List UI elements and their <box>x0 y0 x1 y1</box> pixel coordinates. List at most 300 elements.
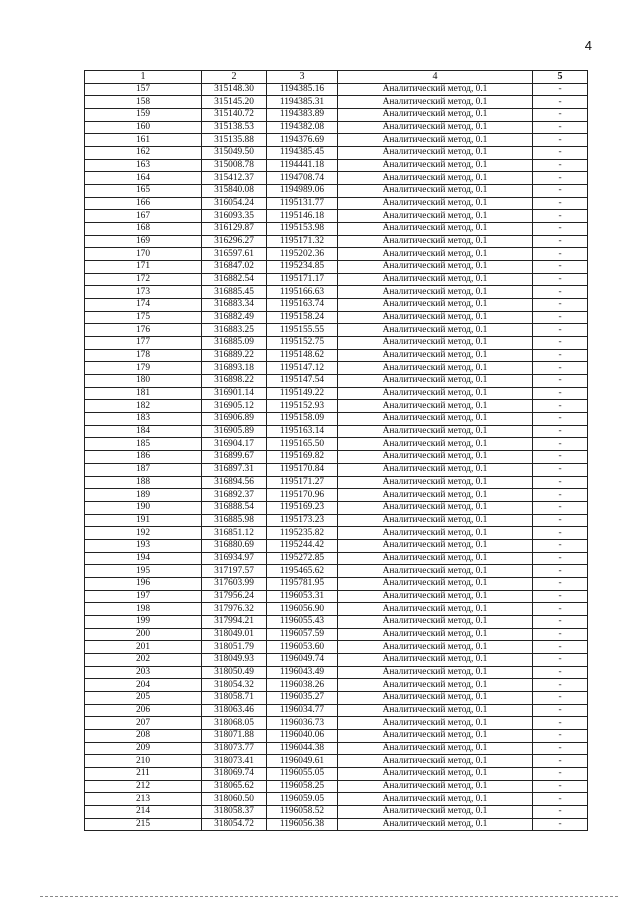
cell-point-number: 172 <box>85 273 202 286</box>
cell-point-number: 188 <box>85 476 202 489</box>
cell-method-accuracy: Аналитический метод, 0.1 <box>338 666 533 679</box>
cell-x-coordinate: 316906.89 <box>202 413 267 426</box>
cell-x-coordinate: 317603.99 <box>202 577 267 590</box>
cell-x-coordinate: 316894.56 <box>202 476 267 489</box>
cell-y-coordinate: 1195465.62 <box>267 565 338 578</box>
table-row <box>85 197 588 210</box>
cell-y-coordinate: 1195155.55 <box>267 324 338 337</box>
cell-note: - <box>533 641 588 654</box>
cell-y-coordinate: 1196055.05 <box>267 767 338 780</box>
cell-point-number: 185 <box>85 438 202 451</box>
cell-method-accuracy: Аналитический метод, 0.1 <box>338 590 533 603</box>
table-row <box>85 248 588 261</box>
cell-x-coordinate: 316885.45 <box>202 286 267 299</box>
cell-point-number: 180 <box>85 375 202 388</box>
table-row <box>85 286 588 299</box>
page-number: 4 <box>584 38 592 53</box>
cell-y-coordinate: 1196044.38 <box>267 742 338 755</box>
cell-method-accuracy: Аналитический метод, 0.1 <box>338 577 533 590</box>
cell-note: - <box>533 83 588 96</box>
cell-x-coordinate: 316883.25 <box>202 324 267 337</box>
cell-method-accuracy: Аналитический метод, 0.1 <box>338 324 533 337</box>
cell-note: - <box>533 147 588 160</box>
cell-y-coordinate: 1195171.17 <box>267 273 338 286</box>
table-row <box>85 273 588 286</box>
cell-note: - <box>533 261 588 274</box>
cell-point-number: 159 <box>85 109 202 122</box>
cell-y-coordinate: 1196040.06 <box>267 729 338 742</box>
cell-x-coordinate: 315049.50 <box>202 147 267 160</box>
cell-note: - <box>533 235 588 248</box>
cell-note: - <box>533 375 588 388</box>
table-row <box>85 349 588 362</box>
cell-note: - <box>533 438 588 451</box>
cell-method-accuracy: Аналитический метод, 0.1 <box>338 653 533 666</box>
cell-method-accuracy: Аналитический метод, 0.1 <box>338 197 533 210</box>
cell-method-accuracy: Аналитический метод, 0.1 <box>338 387 533 400</box>
cell-y-coordinate: 1194385.45 <box>267 147 338 160</box>
cell-y-coordinate: 1194385.31 <box>267 96 338 109</box>
cell-method-accuracy: Аналитический метод, 0.1 <box>338 691 533 704</box>
cell-note: - <box>533 362 588 375</box>
cell-x-coordinate: 316883.34 <box>202 299 267 312</box>
cell-x-coordinate: 316897.31 <box>202 463 267 476</box>
cell-note: - <box>533 172 588 185</box>
table-row <box>85 210 588 223</box>
cell-y-coordinate: 1194383.89 <box>267 109 338 122</box>
table-row <box>85 489 588 502</box>
table-row <box>85 793 588 806</box>
cell-point-number: 202 <box>85 653 202 666</box>
table-row <box>85 451 588 464</box>
cell-method-accuracy: Аналитический метод, 0.1 <box>338 780 533 793</box>
cell-note: - <box>533 324 588 337</box>
cell-x-coordinate: 316904.17 <box>202 438 267 451</box>
cell-note: - <box>533 717 588 730</box>
cell-point-number: 211 <box>85 767 202 780</box>
cell-method-accuracy: Аналитический метод, 0.1 <box>338 337 533 350</box>
table-row <box>85 565 588 578</box>
cell-y-coordinate: 1196035.27 <box>267 691 338 704</box>
cell-y-coordinate: 1195131.77 <box>267 197 338 210</box>
cell-note: - <box>533 742 588 755</box>
cell-x-coordinate: 318071.88 <box>202 729 267 742</box>
cell-y-coordinate: 1196056.90 <box>267 603 338 616</box>
cell-note: - <box>533 337 588 350</box>
table-row <box>85 704 588 717</box>
cell-x-coordinate: 318049.01 <box>202 628 267 641</box>
cell-x-coordinate: 318049.93 <box>202 653 267 666</box>
cell-note: - <box>533 197 588 210</box>
table-row <box>85 375 588 388</box>
cell-note: - <box>533 463 588 476</box>
coordinates-table <box>84 70 588 831</box>
cell-y-coordinate: 1196049.61 <box>267 755 338 768</box>
cell-point-number: 158 <box>85 96 202 109</box>
cell-note: - <box>533 514 588 527</box>
cell-point-number: 212 <box>85 780 202 793</box>
cell-point-number: 206 <box>85 704 202 717</box>
cell-point-number: 178 <box>85 349 202 362</box>
cell-method-accuracy: Аналитический метод, 0.1 <box>338 729 533 742</box>
header-col-1: 1 <box>85 71 202 84</box>
cell-x-coordinate: 316851.12 <box>202 527 267 540</box>
table-row <box>85 235 588 248</box>
cell-method-accuracy: Аналитический метод, 0.1 <box>338 489 533 502</box>
cell-y-coordinate: 1196058.25 <box>267 780 338 793</box>
cell-x-coordinate: 317197.57 <box>202 565 267 578</box>
cell-y-coordinate: 1195163.14 <box>267 425 338 438</box>
cell-point-number: 181 <box>85 387 202 400</box>
cell-note: - <box>533 628 588 641</box>
cell-note: - <box>533 286 588 299</box>
cell-x-coordinate: 316882.49 <box>202 311 267 324</box>
cell-note: - <box>533 425 588 438</box>
cell-note: - <box>533 755 588 768</box>
cell-y-coordinate: 1195244.42 <box>267 539 338 552</box>
table-row <box>85 387 588 400</box>
header-col-5: 5 <box>533 71 588 84</box>
cell-point-number: 170 <box>85 248 202 261</box>
cell-point-number: 164 <box>85 172 202 185</box>
cell-x-coordinate: 317976.32 <box>202 603 267 616</box>
cell-method-accuracy: Аналитический метод, 0.1 <box>338 805 533 818</box>
cell-method-accuracy: Аналитический метод, 0.1 <box>338 235 533 248</box>
cell-y-coordinate: 1195173.23 <box>267 514 338 527</box>
cell-method-accuracy: Аналитический метод, 0.1 <box>338 147 533 160</box>
cell-point-number: 177 <box>85 337 202 350</box>
cell-method-accuracy: Аналитический метод, 0.1 <box>338 134 533 147</box>
table-row <box>85 476 588 489</box>
table-row <box>85 577 588 590</box>
table-row <box>85 299 588 312</box>
cell-note: - <box>533 603 588 616</box>
cell-x-coordinate: 316054.24 <box>202 197 267 210</box>
cell-x-coordinate: 316905.12 <box>202 400 267 413</box>
table-row <box>85 501 588 514</box>
cell-method-accuracy: Аналитический метод, 0.1 <box>338 539 533 552</box>
cell-y-coordinate: 1196034.77 <box>267 704 338 717</box>
cell-note: - <box>533 413 588 426</box>
cell-point-number: 175 <box>85 311 202 324</box>
cell-method-accuracy: Аналитический метод, 0.1 <box>338 641 533 654</box>
cell-method-accuracy: Аналитический метод, 0.1 <box>338 603 533 616</box>
cell-y-coordinate: 1195202.36 <box>267 248 338 261</box>
cell-y-coordinate: 1194376.69 <box>267 134 338 147</box>
table-row <box>85 742 588 755</box>
cell-x-coordinate: 316597.61 <box>202 248 267 261</box>
cell-method-accuracy: Аналитический метод, 0.1 <box>338 362 533 375</box>
table-row <box>85 653 588 666</box>
cell-x-coordinate: 318051.79 <box>202 641 267 654</box>
cell-method-accuracy: Аналитический метод, 0.1 <box>338 818 533 831</box>
cell-x-coordinate: 315412.37 <box>202 172 267 185</box>
header-col-4: 4 <box>338 71 533 84</box>
cell-method-accuracy: Аналитический метод, 0.1 <box>338 463 533 476</box>
cell-note: - <box>533 818 588 831</box>
cell-x-coordinate: 318068.05 <box>202 717 267 730</box>
cell-x-coordinate: 316885.09 <box>202 337 267 350</box>
cell-note: - <box>533 552 588 565</box>
cell-method-accuracy: Аналитический метод, 0.1 <box>338 223 533 236</box>
cell-x-coordinate: 318054.72 <box>202 818 267 831</box>
cell-note: - <box>533 223 588 236</box>
table-row <box>85 83 588 96</box>
cell-note: - <box>533 691 588 704</box>
cell-point-number: 210 <box>85 755 202 768</box>
cell-x-coordinate: 318065.62 <box>202 780 267 793</box>
cell-y-coordinate: 1194441.18 <box>267 159 338 172</box>
cell-note: - <box>533 489 588 502</box>
cell-note: - <box>533 299 588 312</box>
cell-method-accuracy: Аналитический метод, 0.1 <box>338 121 533 134</box>
table-row <box>85 109 588 122</box>
cell-method-accuracy: Аналитический метод, 0.1 <box>338 527 533 540</box>
cell-y-coordinate: 1195170.84 <box>267 463 338 476</box>
cell-y-coordinate: 1196057.59 <box>267 628 338 641</box>
cell-x-coordinate: 316129.87 <box>202 223 267 236</box>
cell-x-coordinate: 318073.41 <box>202 755 267 768</box>
cell-method-accuracy: Аналитический метод, 0.1 <box>338 742 533 755</box>
cell-note: - <box>533 805 588 818</box>
cell-note: - <box>533 109 588 122</box>
cell-x-coordinate: 316905.89 <box>202 425 267 438</box>
cell-point-number: 173 <box>85 286 202 299</box>
cell-point-number: 183 <box>85 413 202 426</box>
table-row <box>85 539 588 552</box>
cell-y-coordinate: 1196038.26 <box>267 679 338 692</box>
page-bottom-edge <box>40 896 618 897</box>
cell-x-coordinate: 318050.49 <box>202 666 267 679</box>
cell-method-accuracy: Аналитический метод, 0.1 <box>338 273 533 286</box>
cell-point-number: 162 <box>85 147 202 160</box>
cell-point-number: 194 <box>85 552 202 565</box>
cell-method-accuracy: Аналитический метод, 0.1 <box>338 425 533 438</box>
cell-method-accuracy: Аналитический метод, 0.1 <box>338 755 533 768</box>
cell-method-accuracy: Аналитический метод, 0.1 <box>338 438 533 451</box>
table-row <box>85 463 588 476</box>
cell-y-coordinate: 1195169.82 <box>267 451 338 464</box>
cell-method-accuracy: Аналитический метод, 0.1 <box>338 349 533 362</box>
table-row <box>85 425 588 438</box>
table-row <box>85 818 588 831</box>
table-row <box>85 261 588 274</box>
cell-point-number: 167 <box>85 210 202 223</box>
cell-x-coordinate: 315008.78 <box>202 159 267 172</box>
table-row <box>85 362 588 375</box>
cell-point-number: 184 <box>85 425 202 438</box>
cell-x-coordinate: 316296.27 <box>202 235 267 248</box>
cell-method-accuracy: Аналитический метод, 0.1 <box>338 210 533 223</box>
cell-y-coordinate: 1195272.85 <box>267 552 338 565</box>
cell-method-accuracy: Аналитический метод, 0.1 <box>338 413 533 426</box>
table-row <box>85 780 588 793</box>
cell-point-number: 169 <box>85 235 202 248</box>
table-row <box>85 134 588 147</box>
cell-point-number: 196 <box>85 577 202 590</box>
cell-y-coordinate: 1195153.98 <box>267 223 338 236</box>
cell-point-number: 214 <box>85 805 202 818</box>
cell-note: - <box>533 121 588 134</box>
cell-x-coordinate: 315148.30 <box>202 83 267 96</box>
cell-note: - <box>533 387 588 400</box>
cell-method-accuracy: Аналитический метод, 0.1 <box>338 767 533 780</box>
cell-point-number: 207 <box>85 717 202 730</box>
cell-method-accuracy: Аналитический метод, 0.1 <box>338 311 533 324</box>
cell-point-number: 199 <box>85 615 202 628</box>
table-row <box>85 590 588 603</box>
cell-point-number: 208 <box>85 729 202 742</box>
cell-point-number: 209 <box>85 742 202 755</box>
cell-note: - <box>533 704 588 717</box>
cell-point-number: 186 <box>85 451 202 464</box>
table-row <box>85 527 588 540</box>
cell-point-number: 176 <box>85 324 202 337</box>
cell-method-accuracy: Аналитический метод, 0.1 <box>338 451 533 464</box>
table-row <box>85 628 588 641</box>
table-row <box>85 324 588 337</box>
cell-x-coordinate: 316898.22 <box>202 375 267 388</box>
cell-method-accuracy: Аналитический метод, 0.1 <box>338 717 533 730</box>
cell-point-number: 179 <box>85 362 202 375</box>
table-row <box>85 185 588 198</box>
cell-note: - <box>533 539 588 552</box>
cell-method-accuracy: Аналитический метод, 0.1 <box>338 552 533 565</box>
cell-x-coordinate: 318058.71 <box>202 691 267 704</box>
cell-method-accuracy: Аналитический метод, 0.1 <box>338 514 533 527</box>
table-row <box>85 717 588 730</box>
table-row <box>85 767 588 780</box>
cell-method-accuracy: Аналитический метод, 0.1 <box>338 501 533 514</box>
cell-y-coordinate: 1195152.75 <box>267 337 338 350</box>
cell-method-accuracy: Аналитический метод, 0.1 <box>338 565 533 578</box>
cell-y-coordinate: 1194385.16 <box>267 83 338 96</box>
cell-x-coordinate: 316093.35 <box>202 210 267 223</box>
cell-x-coordinate: 315138.53 <box>202 121 267 134</box>
table-row <box>85 223 588 236</box>
cell-point-number: 198 <box>85 603 202 616</box>
cell-note: - <box>533 451 588 464</box>
cell-point-number: 166 <box>85 197 202 210</box>
table-row <box>85 400 588 413</box>
table-body <box>85 83 588 831</box>
table-row <box>85 552 588 565</box>
table-row <box>85 679 588 692</box>
cell-note: - <box>533 501 588 514</box>
cell-point-number: 182 <box>85 400 202 413</box>
cell-note: - <box>533 210 588 223</box>
cell-y-coordinate: 1195146.18 <box>267 210 338 223</box>
cell-x-coordinate: 317956.24 <box>202 590 267 603</box>
cell-x-coordinate: 316885.98 <box>202 514 267 527</box>
cell-y-coordinate: 1195166.63 <box>267 286 338 299</box>
cell-y-coordinate: 1195152.93 <box>267 400 338 413</box>
table-row <box>85 438 588 451</box>
cell-method-accuracy: Аналитический метод, 0.1 <box>338 793 533 806</box>
table-row <box>85 514 588 527</box>
header-col-3: 3 <box>267 71 338 84</box>
cell-point-number: 157 <box>85 83 202 96</box>
cell-point-number: 192 <box>85 527 202 540</box>
cell-point-number: 187 <box>85 463 202 476</box>
table-row <box>85 159 588 172</box>
cell-y-coordinate: 1195781.95 <box>267 577 338 590</box>
cell-point-number: 163 <box>85 159 202 172</box>
cell-x-coordinate: 315145.20 <box>202 96 267 109</box>
cell-x-coordinate: 318069.74 <box>202 767 267 780</box>
cell-method-accuracy: Аналитический метод, 0.1 <box>338 704 533 717</box>
cell-point-number: 203 <box>85 666 202 679</box>
cell-x-coordinate: 318073.77 <box>202 742 267 755</box>
header-col-2: 2 <box>202 71 267 84</box>
cell-point-number: 189 <box>85 489 202 502</box>
cell-y-coordinate: 1196049.74 <box>267 653 338 666</box>
table-row <box>85 805 588 818</box>
cell-y-coordinate: 1196053.60 <box>267 641 338 654</box>
cell-x-coordinate: 316888.54 <box>202 501 267 514</box>
cell-point-number: 197 <box>85 590 202 603</box>
cell-method-accuracy: Аналитический метод, 0.1 <box>338 400 533 413</box>
cell-y-coordinate: 1195148.62 <box>267 349 338 362</box>
table-row <box>85 615 588 628</box>
cell-note: - <box>533 590 588 603</box>
cell-note: - <box>533 476 588 489</box>
cell-y-coordinate: 1195171.27 <box>267 476 338 489</box>
cell-y-coordinate: 1195158.09 <box>267 413 338 426</box>
cell-y-coordinate: 1195149.22 <box>267 387 338 400</box>
cell-y-coordinate: 1196036.73 <box>267 717 338 730</box>
cell-method-accuracy: Аналитический метод, 0.1 <box>338 109 533 122</box>
cell-x-coordinate: 316892.37 <box>202 489 267 502</box>
cell-y-coordinate: 1194708.74 <box>267 172 338 185</box>
table-row <box>85 755 588 768</box>
cell-x-coordinate: 318060.50 <box>202 793 267 806</box>
cell-note: - <box>533 159 588 172</box>
cell-method-accuracy: Аналитический метод, 0.1 <box>338 83 533 96</box>
cell-method-accuracy: Аналитический метод, 0.1 <box>338 375 533 388</box>
cell-x-coordinate: 316880.69 <box>202 539 267 552</box>
cell-x-coordinate: 315140.72 <box>202 109 267 122</box>
cell-point-number: 174 <box>85 299 202 312</box>
cell-x-coordinate: 316893.18 <box>202 362 267 375</box>
cell-note: - <box>533 653 588 666</box>
cell-y-coordinate: 1195147.54 <box>267 375 338 388</box>
cell-y-coordinate: 1194382.08 <box>267 121 338 134</box>
cell-method-accuracy: Аналитический метод, 0.1 <box>338 476 533 489</box>
cell-x-coordinate: 318063.46 <box>202 704 267 717</box>
cell-method-accuracy: Аналитический метод, 0.1 <box>338 679 533 692</box>
cell-point-number: 160 <box>85 121 202 134</box>
cell-x-coordinate: 315135.88 <box>202 134 267 147</box>
cell-point-number: 161 <box>85 134 202 147</box>
cell-note: - <box>533 248 588 261</box>
cell-y-coordinate: 1195234.85 <box>267 261 338 274</box>
cell-point-number: 200 <box>85 628 202 641</box>
cell-point-number: 168 <box>85 223 202 236</box>
cell-method-accuracy: Аналитический метод, 0.1 <box>338 159 533 172</box>
cell-x-coordinate: 316934.97 <box>202 552 267 565</box>
cell-x-coordinate: 318058.37 <box>202 805 267 818</box>
cell-y-coordinate: 1196053.31 <box>267 590 338 603</box>
cell-note: - <box>533 134 588 147</box>
cell-note: - <box>533 400 588 413</box>
table-row <box>85 691 588 704</box>
cell-y-coordinate: 1195169.23 <box>267 501 338 514</box>
cell-note: - <box>533 615 588 628</box>
cell-note: - <box>533 311 588 324</box>
cell-note: - <box>533 577 588 590</box>
cell-y-coordinate: 1195163.74 <box>267 299 338 312</box>
